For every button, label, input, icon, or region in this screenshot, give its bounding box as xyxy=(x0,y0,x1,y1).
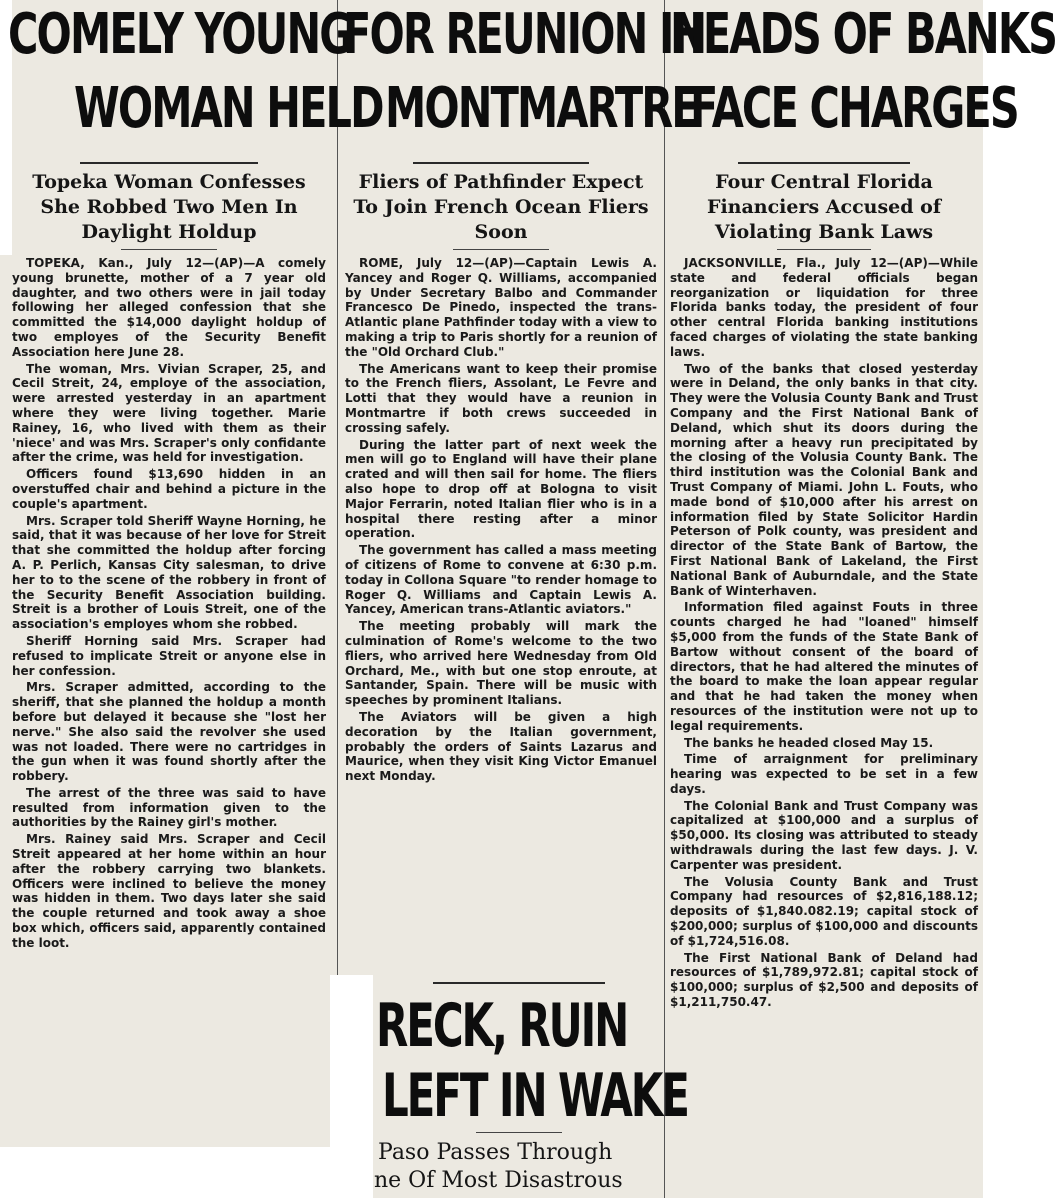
bottom-article xyxy=(374,982,688,1198)
left-headline-line-2: WOMAN HELD xyxy=(74,76,383,141)
middle-paragraph: The Americans want to keep their promise to the French fliers, Assolant, Le Fevre and Lotti that they would have a reunion in Montmartre if both crews succeeded in crossing safely. xyxy=(345,361,657,435)
middle-paragraph: The Aviators will be given a high decoration by the Italian government, probably the orders of Saints Lazarus and Maurice, when they visit King Victor Emanuel next Monday. xyxy=(345,709,657,784)
bottom-deck-line-1: Paso Passes Through xyxy=(378,1140,613,1165)
left-paragraph: Mrs. Rainey said Mrs. Scraper and Cecil Streit appeared at her home within an hour after the robbery carrying two blankets. Officers were inclined to believe the money was hidden in them. Two days later she said the couple returned and took away a shoe box which, officers said, apparently contained the loot. xyxy=(12,832,326,950)
middle-headline-line-2: MONTMARTRE xyxy=(385,76,698,141)
right-paragraph: JACKSONVILLE, Fla., July 12—(AP)—While state and federal officials began reorganization or liquidation for three Florida banks today, the president of four other central Florida banking institutions faced charges of violating the state banking laws. xyxy=(670,256,978,359)
column-rule xyxy=(337,0,338,975)
left-headline-line-1: COMELY YOUNG xyxy=(8,2,352,67)
left-paragraph: Mrs. Scraper admitted, according to the sheriff, that she planned the holdup a month before but delayed it because she "lost her nerve." She also said the revolver she used was not loaded. There were no cartridges in the gun when it was found shortly after the robbery. xyxy=(12,680,326,784)
left-paragraph: Officers found $13,690 hidden in an overstuffed chair and behind a picture in the couple's apartment. xyxy=(12,467,326,511)
bottom-deck-line-2: ne Of Most Disastrous xyxy=(374,1168,623,1193)
bottom-headline-line-1: RECK, RUIN xyxy=(376,991,628,1061)
left-paragraph: Sheriff Horning said Mrs. Scraper had refused to implicate Streit or anyone else in her confession. xyxy=(12,633,326,678)
bottom-headline-line-2: LEFT IN WAKE xyxy=(382,1061,688,1131)
right-article xyxy=(668,0,1056,1012)
left-headline-rule xyxy=(80,162,257,164)
right-paragraph: The banks he headed closed May 15. xyxy=(684,735,934,750)
right-article-body xyxy=(668,256,980,1010)
right-paragraph: Two of the banks that closed yesterday were in Deland, the only banks in that city. They were the Volusia County Bank and Trust Company and the First National Bank of Deland, which shut its doors during the morning after a heavy run precipitated by the closing of the Volusia County Bank. The third institution was the Colonial Bank and Trust Company of Miami. John L. Fouts, who made bond of $10,000 after his arrest on information filed by State Solicitor Hardin Peterson of Polk county, was president and director of the State Bank of Bartow, the First National Bank of Lakeland, the First National Bank of Auburndale, and the State Bank of Winterhaven. xyxy=(670,361,978,598)
middle-headline-rule xyxy=(413,162,589,164)
left-article-body xyxy=(8,256,330,951)
right-deck: Four Central Florida Financiers Accused of Violating Bank Laws xyxy=(706,171,942,243)
right-headline-rule xyxy=(738,162,910,164)
right-paragraph: Time of arraignment for preliminary hearing was expected to be set in a few days. xyxy=(670,752,978,796)
middle-paragraph: During the latter part of next week the men will go to England will have their plane crated and will then sail for home. The fliers also hope to drop off at Bologna to visit Major Ferrarin, noted Italian flier who is in a hospital there resting after a minor operation. xyxy=(345,437,657,541)
left-paragraph: The woman, Mrs. Vivian Scraper, 25, and Cecil Streit, 24, employe of the association, were arrested yesterday in an apartment where they were living together. Marie Rainey, 16, who lived with them as their 'niece' and was Mrs. Scraper's only confidante after the crime, was held for investigation. xyxy=(12,361,326,465)
right-paragraph: The First National Bank of Deland had resources of $1,789,972.81; capital stock of $100,000; surplus of $2,500 and deposits of $1,211,750.47. xyxy=(670,950,978,1010)
bottom-top-rule xyxy=(433,982,605,984)
right-headline-line-1: HEADS OF BANKS xyxy=(670,2,1056,67)
left-deck: Topeka Woman Confesses She Robbed Two Men In Daylight Holdup xyxy=(32,171,306,243)
middle-deck-rule xyxy=(453,249,549,250)
column-rule xyxy=(664,0,665,1198)
middle-paragraph: The government has called a mass meeting of citizens of Rome to convene at 6:30 p.m. today in Collona Square "to render homage to Roger Q. Williams and Captain Lewis A. Yancey, American trans-Atlantic aviators." xyxy=(345,543,657,617)
right-deck-rule xyxy=(777,249,871,250)
middle-headline-line-1: FOR REUNION IN xyxy=(343,2,706,67)
left-paragraph: Mrs. Scraper told Sheriff Wayne Horning, he said, that it was because of her love for Streit that she committed the holdup after forcing A. P. Perlich, Kansas City salesman, to drive her to to the scene of the robbery in front of the Security Benefit Association building. Streit is a brother of Louis Streit, one of the association's employes whom she robbed. xyxy=(12,513,326,632)
bottom-deck-rule xyxy=(476,1132,562,1133)
middle-article-body xyxy=(341,256,661,784)
middle-deck: Fliers of Pathfinder Expect To Join French Ocean Fliers Soon xyxy=(353,171,649,243)
middle-article xyxy=(341,0,706,786)
right-paragraph: The Volusia County Bank and Trust Company had resources of $2,816,188.12; deposits of $1,840.082.19; capital stock of $200,000; surplus of $100,000 and discounts of $1,724,516.08. xyxy=(670,874,978,948)
left-article xyxy=(8,0,383,953)
middle-paragraph: ROME, July 12—(AP)—Captain Lewis A. Yancey and Roger Q. Williams, accompanied by Under Secretary Balbo and Commander Francesco De Pinedo, inspected the trans-Atlantic plane Pathfinder today with a view to making a trip to Paris shortly for a reunion of the "Old Orchard Club." xyxy=(345,256,657,359)
left-paragraph: The arrest of the three was said to have resulted from information given to the authorities by the Rainey girl's mother. xyxy=(12,785,326,830)
left-deck-rule xyxy=(121,249,218,250)
left-paragraph: TOPEKA, Kan., July 12—(AP)—A comely young brunette, mother of a 7 year old daughter, and two others were in jail today following her alleged confession that she committed the $14,000 daylight holdup of two employes of the Security Benefit Association here June 28. xyxy=(12,256,326,359)
middle-paragraph: The meeting probably will mark the culmination of Rome's welcome to the two fliers, who arrived here Wednesday from Old Orchard, Me., with but one stop enroute, at Santander, Spain. There will be music with speeches by prominent Italians. xyxy=(345,619,657,708)
right-paragraph: The Colonial Bank and Trust Company was capitalized at $100,000 and a surplus of $50,000. Its closing was attributed to steady withdrawals during the last few days. J. V. Carpenter was president. xyxy=(670,798,978,872)
right-headline-line-2: FACE CHARGES xyxy=(690,76,1018,141)
right-paragraph: Information filed against Fouts in three counts charged he had "loaned" himself $5,000 from the funds of the State Bank of Bartow without consent of the board of directors, that he had altered the minutes of the board to make the loan appear regular and that he had taken the money when resources of the institution were not up to legal requirements. xyxy=(670,600,978,733)
